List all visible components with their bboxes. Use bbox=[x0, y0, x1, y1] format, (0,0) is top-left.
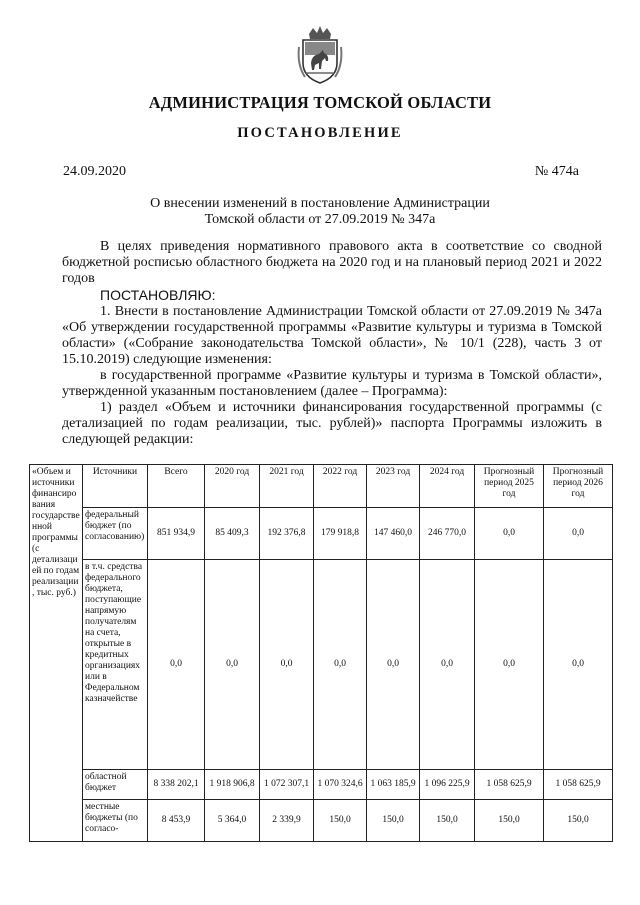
program-paragraph: в государственной программе «Развитие культуры и туризма в Томской области», утвержденной указанным постановлением (далее – Программа): bbox=[62, 368, 602, 399]
value-cell: 2 339,9 bbox=[260, 800, 314, 842]
value-cell: 147 460,0 bbox=[367, 508, 420, 560]
value-cell: 150,0 bbox=[475, 800, 544, 842]
value-cell: 8 453,9 bbox=[148, 800, 205, 842]
preamble-paragraph: В целях приведения нормативного правового акта в соответствие со сводной бюджетной росписью областного бюджета на 2020 год и на плановый период 2021 и 2022 годов bbox=[62, 239, 602, 286]
value-cell: 0,0 bbox=[475, 560, 544, 770]
organization-title: АДМИНИСТРАЦИЯ ТОМСКОЙ ОБЛАСТИ bbox=[148, 93, 492, 112]
value-cell: 0,0 bbox=[314, 560, 367, 770]
value-cell: 0,0 bbox=[420, 560, 475, 770]
value-cell: 150,0 bbox=[544, 800, 613, 842]
value-cell: 0,0 bbox=[544, 508, 613, 560]
row-label-cell: «Объем и источники финансирования государственной программы (с детализацией по годам реализации, тыс. руб.) bbox=[30, 465, 83, 842]
header-cell: 2020 год bbox=[205, 465, 260, 508]
table-header-row bbox=[30, 465, 613, 508]
value-cell: 1 918 906,8 bbox=[205, 770, 260, 800]
document-number: № 474а bbox=[534, 164, 579, 179]
value-cell: 1 058 625,9 bbox=[544, 770, 613, 800]
document-type: ПОСТАНОВЛЕНИЕ bbox=[237, 125, 403, 141]
value-cell: 8 338 202,1 bbox=[148, 770, 205, 800]
document-body bbox=[62, 239, 602, 448]
header-cell: 2021 год bbox=[260, 465, 314, 508]
table-row bbox=[30, 770, 613, 800]
value-cell: 179 918,8 bbox=[314, 508, 367, 560]
source-cell: в т.ч. средства федерального бюджета, поступающие напрямую получателям на счета, открытые в кредитных организациях или в Федеральном казначействе bbox=[83, 560, 148, 770]
subject-line-1: О внесении изменений в постановление Администрации bbox=[150, 196, 490, 211]
value-cell: 192 376,8 bbox=[260, 508, 314, 560]
value-cell: 5 364,0 bbox=[205, 800, 260, 842]
document-subject bbox=[0, 196, 640, 228]
value-cell: 150,0 bbox=[367, 800, 420, 842]
value-cell: 85 409,3 bbox=[205, 508, 260, 560]
source-cell: местные бюджеты (по согласо- bbox=[83, 800, 148, 842]
table-row bbox=[30, 508, 613, 560]
header-cell: 2022 год bbox=[314, 465, 367, 508]
header-cell: Источники bbox=[83, 465, 148, 508]
value-cell: 851 934,9 bbox=[148, 508, 205, 560]
section-paragraph: 1) раздел «Объем и источники финансирования государственной программы (с детализацией по годам реализации, тыс. рублей)» паспорта Программы изложить в следующей редакции: bbox=[62, 400, 602, 447]
value-cell: 150,0 bbox=[314, 800, 367, 842]
decree-heading: ПОСТАНОВЛЯЮ: bbox=[100, 287, 216, 303]
source-cell: федеральный бюджет (по согласованию) bbox=[83, 508, 148, 560]
tomsk-region-coat-of-arms-icon bbox=[297, 25, 343, 85]
value-cell: 1 063 185,9 bbox=[367, 770, 420, 800]
header-cell: 2023 год bbox=[367, 465, 420, 508]
value-cell: 1 058 625,9 bbox=[475, 770, 544, 800]
value-cell: 150,0 bbox=[420, 800, 475, 842]
source-cell: областной бюджет bbox=[83, 770, 148, 800]
value-cell: 1 072 307,1 bbox=[260, 770, 314, 800]
table-row bbox=[30, 560, 613, 770]
table-row bbox=[30, 800, 613, 842]
document-date: 24.09.2020 bbox=[63, 164, 126, 179]
subject-line-2: Томской области от 27.09.2019 № 347а bbox=[204, 212, 436, 227]
value-cell: 1 070 324,6 bbox=[314, 770, 367, 800]
value-cell: 0,0 bbox=[475, 508, 544, 560]
value-cell: 1 096 225,9 bbox=[420, 770, 475, 800]
item-1-paragraph: 1. Внести в постановление Администрации Томской области от 27.09.2019 № 347а «Об утверждении государственной программы «Развитие культуры и туризма в Томской области» («Собрание законодательства Томской области», № 10/1 (228), часть 3 от 15.10.2019) следующие изменения: bbox=[62, 304, 602, 367]
value-cell: 0,0 bbox=[260, 560, 314, 770]
value-cell: 0,0 bbox=[148, 560, 205, 770]
header-cell: 2024 год bbox=[420, 465, 475, 508]
value-cell: 0,0 bbox=[205, 560, 260, 770]
header-cell: Всего bbox=[148, 465, 205, 508]
header-cell: Прогнозный период 2025 год bbox=[475, 465, 544, 508]
financing-table bbox=[29, 464, 613, 842]
value-cell: 0,0 bbox=[367, 560, 420, 770]
header-cell: Прогнозный период 2026 год bbox=[544, 465, 613, 508]
value-cell: 0,0 bbox=[544, 560, 613, 770]
value-cell: 246 770,0 bbox=[420, 508, 475, 560]
